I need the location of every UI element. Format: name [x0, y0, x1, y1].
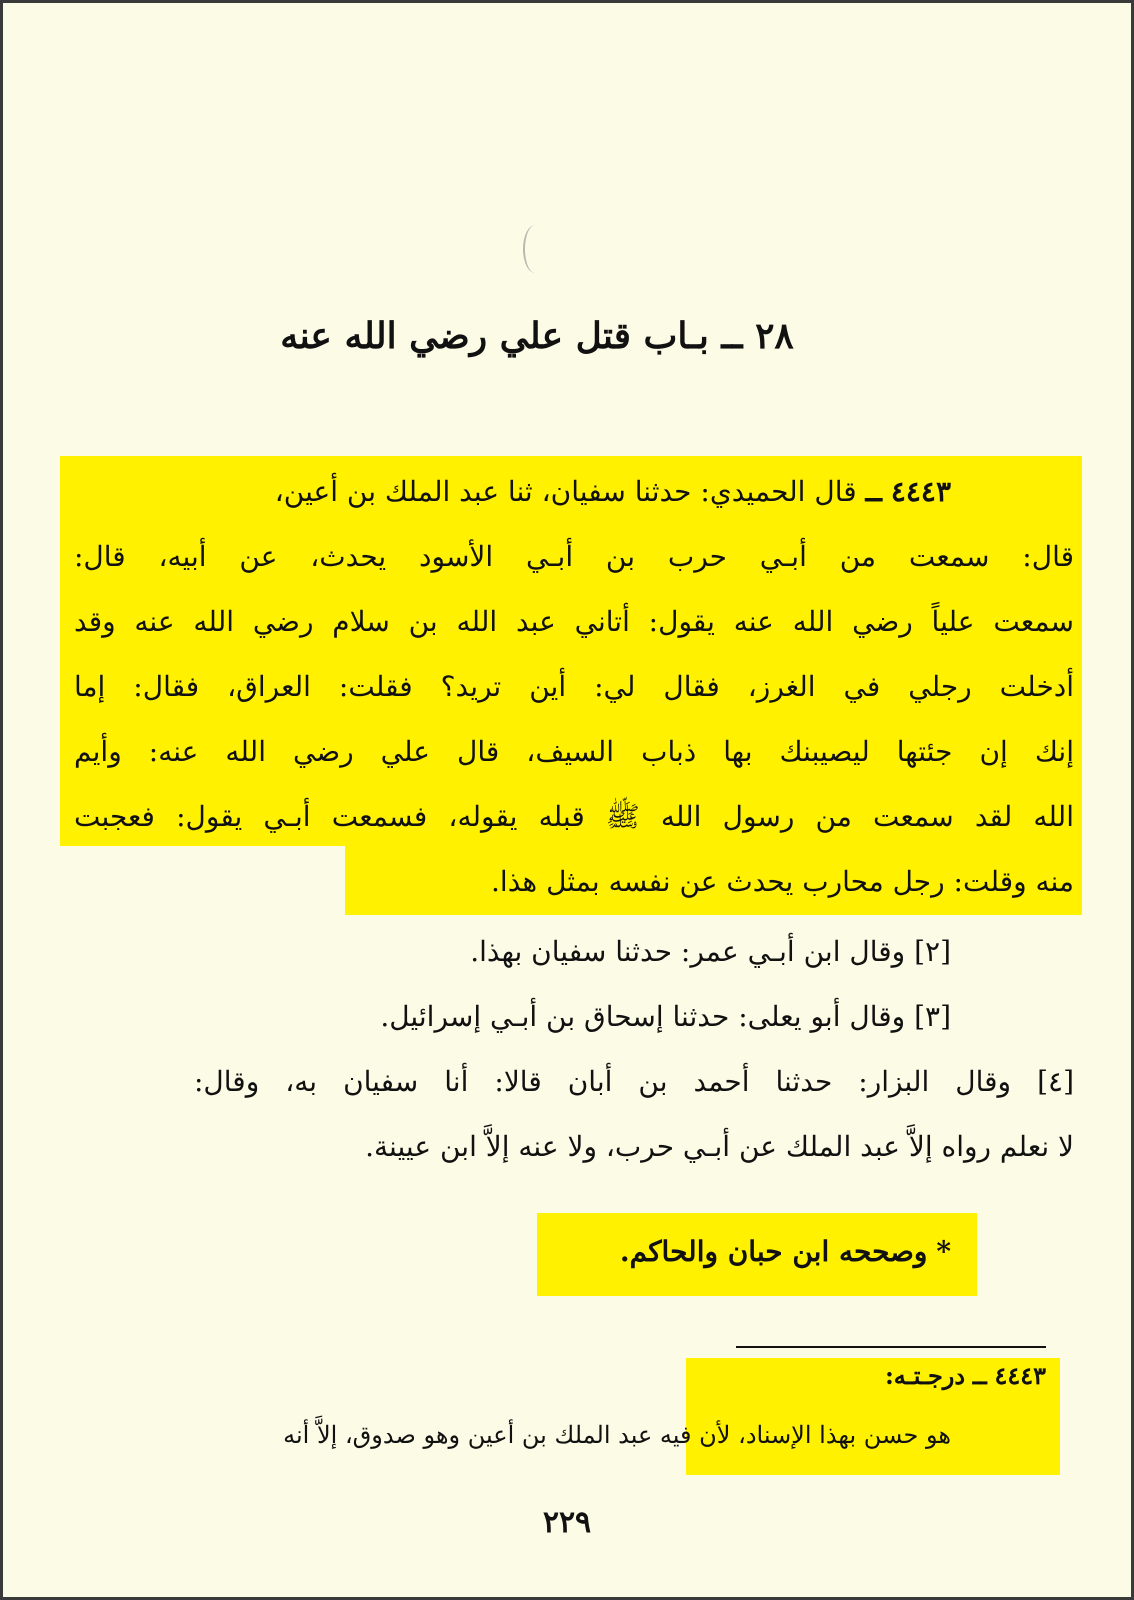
- footnote-divider: [736, 1346, 1046, 1348]
- variant-4: [194, 1065, 1074, 1098]
- footnote-dash: ــ: [972, 1361, 987, 1390]
- star-icon: *: [936, 1235, 951, 1268]
- hadith-line-5: إنك إن جئتها ليصيبنك بها ذباب السيف، قال علي رضي الله عنه: وأيم: [74, 735, 1074, 768]
- hadith-line-1-text: قال الحميدي: حدثنا سفيان، ثنا عبد الملك بن أعين،: [274, 475, 857, 508]
- variant-3-text: وقال أبو يعلى: حدثنا إسحاق بن أبـي إسرائيل.: [380, 1000, 906, 1033]
- hadith-dash: ــ: [865, 475, 882, 508]
- variant-2: [470, 935, 951, 968]
- variant-3: [380, 1000, 951, 1033]
- variant-3-marker: [٣]: [914, 1000, 951, 1033]
- variant-4-text: وقال البزار: حدثنا أحمد بن أبان قالا: أنا سفيان به، وقال:: [194, 1065, 1012, 1098]
- footnote-number: ٤٤٤٣: [994, 1361, 1046, 1390]
- hadith-line-1: [275, 475, 951, 508]
- footnote-label: درجـتـه:: [884, 1361, 966, 1390]
- hadith-line-4: أدخلت رجلي في الغرز، فقال لي: أين تريد؟ فقلت: العراق، فقال: إما: [74, 670, 1074, 703]
- chapter-title: ٢٨ ــ بـاب قتل علي رضي الله عنه: [280, 315, 794, 357]
- page-number: ٢٢٩: [542, 1505, 592, 1540]
- footnote-heading: [885, 1361, 1046, 1390]
- variant-continuation: لا نعلم رواه إلاَّ عبد الملك عن أبـي حرب، ولا عنه إلاَّ ابن عيينة.: [365, 1130, 1074, 1163]
- hadith-number: ٤٤٤٣: [890, 475, 951, 508]
- hadith-line-3: سمعت علياً رضي الله عنه يقول: أتاني عبد الله بن سلام رضي الله عنه وقد: [74, 605, 1074, 638]
- footnote-text: هو حسن بهذا الإسناد، لأن فيه عبد الملك بن أعين وهو صدوق، إلاَّ أنه: [283, 1421, 951, 1449]
- authentication-text: وصححه ابن حبان والحاكم.: [619, 1235, 928, 1268]
- authentication-note: [620, 1235, 951, 1268]
- variant-2-text: وقال ابن أبـي عمر: حدثنا سفيان بهذا.: [470, 935, 906, 968]
- variant-2-marker: [٢]: [914, 935, 951, 968]
- paper-mark: [523, 225, 547, 273]
- variant-4-marker: [٤]: [1037, 1065, 1074, 1098]
- hadith-line-7: منه وقلت: رجل محارب يحدث عن نفسه بمثل هذا.: [491, 865, 1074, 898]
- hadith-line-2: قال: سمعت من أبـي حرب بن أبـي الأسود يحدث، عن أبيه، قال:: [74, 540, 1074, 573]
- hadith-line-6: الله لقد سمعت من رسول الله ﷺ قبله يقوله، فسمعت أبـي يقول: فعجبت: [74, 800, 1074, 833]
- highlight-hadith: [60, 456, 1082, 846]
